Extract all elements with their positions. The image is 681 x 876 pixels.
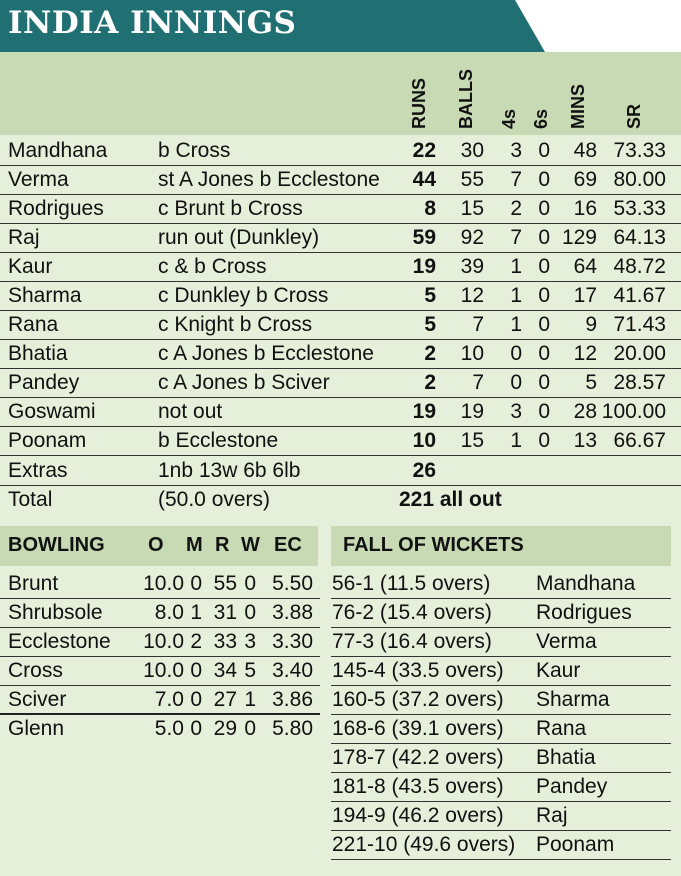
- fall-of-wicket-row: [331, 686, 671, 715]
- wickets-value: 0: [244, 717, 256, 740]
- runs-value: 5: [424, 284, 436, 307]
- overs-value: 5.0: [154, 717, 184, 740]
- batting-row: [0, 166, 681, 195]
- runs-value: 2: [424, 342, 436, 365]
- mins-value: 28: [573, 400, 597, 423]
- wickets-value: 3: [244, 630, 256, 653]
- fow-player: Sharma: [536, 688, 610, 711]
- balls-value: 7: [472, 371, 484, 394]
- balls-value: 30: [460, 139, 484, 162]
- sixes-value: 0: [538, 139, 550, 162]
- fall-of-wicket-row: [331, 570, 671, 599]
- header-balls: BALLS: [456, 69, 476, 129]
- dismissal: c Dunkley b Cross: [158, 284, 329, 307]
- batting-row: [0, 224, 681, 253]
- bowling-row: [0, 715, 320, 744]
- wickets-value: 1: [244, 688, 256, 711]
- fow-player: Rana: [536, 717, 587, 740]
- balls-value: 19: [460, 400, 484, 423]
- batter-name: Bhatia: [8, 342, 68, 365]
- header-fours: 4s: [499, 108, 519, 129]
- extras-value: 26: [412, 459, 436, 482]
- batting-row: [0, 398, 681, 427]
- fall-of-wickets-header: [331, 526, 671, 566]
- sixes-value: 0: [538, 313, 550, 336]
- fours-value: 0: [510, 371, 522, 394]
- total-label: Total: [8, 488, 53, 511]
- overs-value: 7.0: [154, 688, 184, 711]
- maidens-value: 0: [190, 659, 202, 682]
- economy-value: 3.40: [272, 659, 313, 682]
- page-title: INDIA INNINGS: [8, 5, 297, 41]
- sixes-value: 0: [538, 400, 550, 423]
- dismissal: st A Jones b Ecclestone: [158, 168, 380, 191]
- dismissal: c A Jones b Sciver: [158, 371, 330, 394]
- fall-of-wicket-row: [331, 628, 671, 657]
- title-band: [0, 0, 681, 52]
- maidens-value: 0: [190, 717, 202, 740]
- fours-value: 3: [510, 400, 522, 423]
- fow-score: 56-1 (11.5 overs): [332, 572, 491, 595]
- bowling-header-o: O: [148, 534, 164, 556]
- dismissal: run out (Dunkley): [158, 226, 320, 249]
- mins-value: 129: [561, 226, 597, 249]
- overs-value: 10.0: [143, 659, 184, 682]
- runs-value: 59: [412, 226, 436, 249]
- mins-value: 13: [573, 429, 597, 452]
- fall-of-wicket-row: [331, 802, 671, 831]
- fow-score: 194-9 (46.2 overs): [332, 804, 504, 827]
- mins-value: 5: [585, 371, 597, 394]
- fow-player: Rodrigues: [536, 601, 632, 624]
- mins-value: 64: [573, 255, 597, 278]
- batting-row: [0, 369, 681, 398]
- batting-row: [0, 195, 681, 224]
- runs-value: 22: [412, 139, 436, 162]
- runs-value: 19: [412, 255, 436, 278]
- fours-value: 2: [510, 197, 522, 220]
- runs-value: 44: [412, 168, 436, 191]
- header-mins: MINS: [568, 84, 588, 129]
- runs-value: 8: [424, 197, 436, 220]
- fow-player: Kaur: [536, 659, 581, 682]
- batter-name: Goswami: [8, 400, 96, 423]
- bowler-name: Shrubsole: [8, 601, 103, 624]
- maidens-value: 0: [190, 688, 202, 711]
- strike-rate-value: 20.00: [613, 342, 666, 365]
- bowling-header: [0, 526, 318, 566]
- strike-rate-value: 64.13: [613, 226, 666, 249]
- fow-player: Verma: [536, 630, 597, 653]
- maidens-value: 2: [190, 630, 202, 653]
- fours-value: 3: [510, 139, 522, 162]
- batter-name: Sharma: [8, 284, 82, 307]
- balls-value: 10: [460, 342, 484, 365]
- dismissal: c Brunt b Cross: [158, 197, 303, 220]
- balls-value: 55: [460, 168, 484, 191]
- dismissal: c & b Cross: [158, 255, 267, 278]
- runs-conceded-value: 34: [213, 659, 237, 682]
- mins-value: 48: [573, 139, 597, 162]
- batter-name: Rodrigues: [8, 197, 104, 220]
- extras-label: Extras: [8, 459, 68, 482]
- fall-of-wicket-row: [331, 773, 671, 802]
- fow-score: 77-3 (16.4 overs): [332, 630, 492, 653]
- strike-rate-value: 71.43: [613, 313, 666, 336]
- overs-value: 10.0: [143, 572, 184, 595]
- sixes-value: 0: [538, 197, 550, 220]
- bowling-row: [0, 570, 320, 599]
- fow-score: 160-5 (37.2 overs): [332, 688, 504, 711]
- mins-value: 69: [573, 168, 597, 191]
- runs-conceded-value: 27: [213, 688, 237, 711]
- runs-value: 5: [424, 313, 436, 336]
- bowling-row: [0, 628, 320, 657]
- fall-of-wicket-row: [331, 715, 671, 744]
- batting-row: [0, 282, 681, 311]
- fow-score: 181-8 (43.5 overs): [332, 775, 504, 798]
- runs-value: 19: [412, 400, 436, 423]
- sixes-value: 0: [538, 255, 550, 278]
- mins-value: 16: [573, 197, 597, 220]
- strike-rate-value: 80.00: [613, 168, 666, 191]
- fall-of-wicket-row: [331, 744, 671, 773]
- bowling-header-m: M: [186, 534, 203, 556]
- sixes-value: 0: [538, 342, 550, 365]
- fow-score: 145-4 (33.5 overs): [332, 659, 504, 682]
- batting-header: [0, 52, 681, 135]
- fours-value: 1: [510, 429, 522, 452]
- dismissal: c Knight b Cross: [158, 313, 313, 336]
- sixes-value: 0: [538, 371, 550, 394]
- fow-score: 76-2 (15.4 overs): [332, 601, 492, 624]
- balls-value: 92: [460, 226, 484, 249]
- strike-rate-value: 73.33: [613, 139, 666, 162]
- runs-conceded-value: 33: [213, 630, 237, 653]
- dismissal: b Ecclestone: [158, 429, 279, 452]
- sixes-value: 0: [538, 168, 550, 191]
- fow-player: Pandey: [536, 775, 608, 798]
- batter-name: Rana: [8, 313, 59, 336]
- maidens-value: 1: [190, 601, 202, 624]
- wickets-value: 5: [244, 659, 256, 682]
- economy-value: 3.88: [272, 601, 313, 624]
- fours-value: 1: [510, 284, 522, 307]
- batting-row: [0, 253, 681, 282]
- mins-value: 17: [573, 284, 597, 307]
- header-sixes: 6s: [531, 108, 551, 129]
- bowling-row: [0, 599, 320, 628]
- bowling-row: [0, 686, 320, 715]
- wickets-value: 0: [244, 601, 256, 624]
- economy-value: 3.30: [272, 630, 313, 653]
- economy-value: 5.80: [272, 717, 313, 740]
- runs-value: 10: [412, 429, 436, 452]
- balls-value: 15: [460, 197, 484, 220]
- bowler-name: Cross: [8, 659, 63, 682]
- fow-score: 221-10 (49.6 overs): [332, 833, 516, 856]
- bowling-header-r: R: [215, 534, 230, 556]
- batter-name: Verma: [8, 168, 69, 191]
- batting-row: [0, 137, 681, 166]
- fall-of-wicket-row: [331, 831, 671, 860]
- fow-player: Bhatia: [536, 746, 596, 769]
- runs-value: 2: [424, 371, 436, 394]
- header-runs: RUNS: [409, 77, 429, 129]
- fow-player: Poonam: [536, 833, 615, 856]
- batting-row: [0, 427, 681, 456]
- header-sr: SR: [624, 103, 644, 129]
- fours-value: 1: [510, 313, 522, 336]
- fall-of-wicket-row: [331, 599, 671, 628]
- fall-of-wickets-title: FALL OF WICKETS: [343, 534, 524, 556]
- mins-value: 12: [573, 342, 597, 365]
- batter-name: Pandey: [8, 371, 80, 394]
- bowler-name: Sciver: [8, 688, 67, 711]
- sixes-value: 0: [538, 284, 550, 307]
- wickets-value: 0: [244, 572, 256, 595]
- balls-value: 12: [460, 284, 484, 307]
- fall-of-wicket-row: [331, 657, 671, 686]
- total-row: [0, 486, 681, 515]
- bowling-header-ec: EC: [274, 534, 302, 556]
- fours-value: 1: [510, 255, 522, 278]
- dismissal: b Cross: [158, 139, 231, 162]
- total-value: 221 all out: [399, 488, 502, 511]
- batter-name: Kaur: [8, 255, 53, 278]
- balls-value: 15: [460, 429, 484, 452]
- bowler-name: Brunt: [8, 572, 59, 595]
- sixes-value: 0: [538, 226, 550, 249]
- fours-value: 0: [510, 342, 522, 365]
- strike-rate-value: 41.67: [613, 284, 666, 307]
- balls-value: 7: [472, 313, 484, 336]
- bowling-header-w: W: [241, 534, 260, 556]
- total-detail: (50.0 overs): [158, 488, 271, 511]
- extras-detail: 1nb 13w 6b 6lb: [158, 459, 301, 482]
- strike-rate-value: 100.00: [601, 400, 666, 423]
- batter-name: Poonam: [8, 429, 87, 452]
- fours-value: 7: [510, 168, 522, 191]
- overs-value: 10.0: [143, 630, 184, 653]
- sixes-value: 0: [538, 429, 550, 452]
- bowling-title: BOWLING: [8, 534, 105, 556]
- balls-value: 39: [460, 255, 484, 278]
- bowling-row: [0, 657, 320, 686]
- fow-player: Mandhana: [536, 572, 636, 595]
- fow-player: Raj: [536, 804, 568, 827]
- bowler-name: Ecclestone: [8, 630, 111, 653]
- strike-rate-value: 53.33: [613, 197, 666, 220]
- fow-score: 168-6 (39.1 overs): [332, 717, 504, 740]
- runs-conceded-value: 55: [213, 572, 237, 595]
- dismissal: not out: [158, 400, 223, 423]
- runs-conceded-value: 29: [213, 717, 237, 740]
- economy-value: 3.86: [272, 688, 313, 711]
- batter-name: Mandhana: [8, 139, 108, 162]
- economy-value: 5.50: [272, 572, 313, 595]
- fow-score: 178-7 (42.2 overs): [332, 746, 504, 769]
- extras-row: [0, 457, 681, 486]
- dismissal: c A Jones b Ecclestone: [158, 342, 374, 365]
- strike-rate-value: 48.72: [613, 255, 666, 278]
- batting-row: [0, 340, 681, 369]
- runs-conceded-value: 31: [213, 601, 237, 624]
- maidens-value: 0: [190, 572, 202, 595]
- overs-value: 8.0: [154, 601, 184, 624]
- batter-name: Raj: [8, 226, 40, 249]
- bowler-name: Glenn: [8, 717, 65, 740]
- fours-value: 7: [510, 226, 522, 249]
- batting-row: [0, 311, 681, 340]
- mins-value: 9: [585, 313, 597, 336]
- strike-rate-value: 66.67: [613, 429, 666, 452]
- strike-rate-value: 28.57: [613, 371, 666, 394]
